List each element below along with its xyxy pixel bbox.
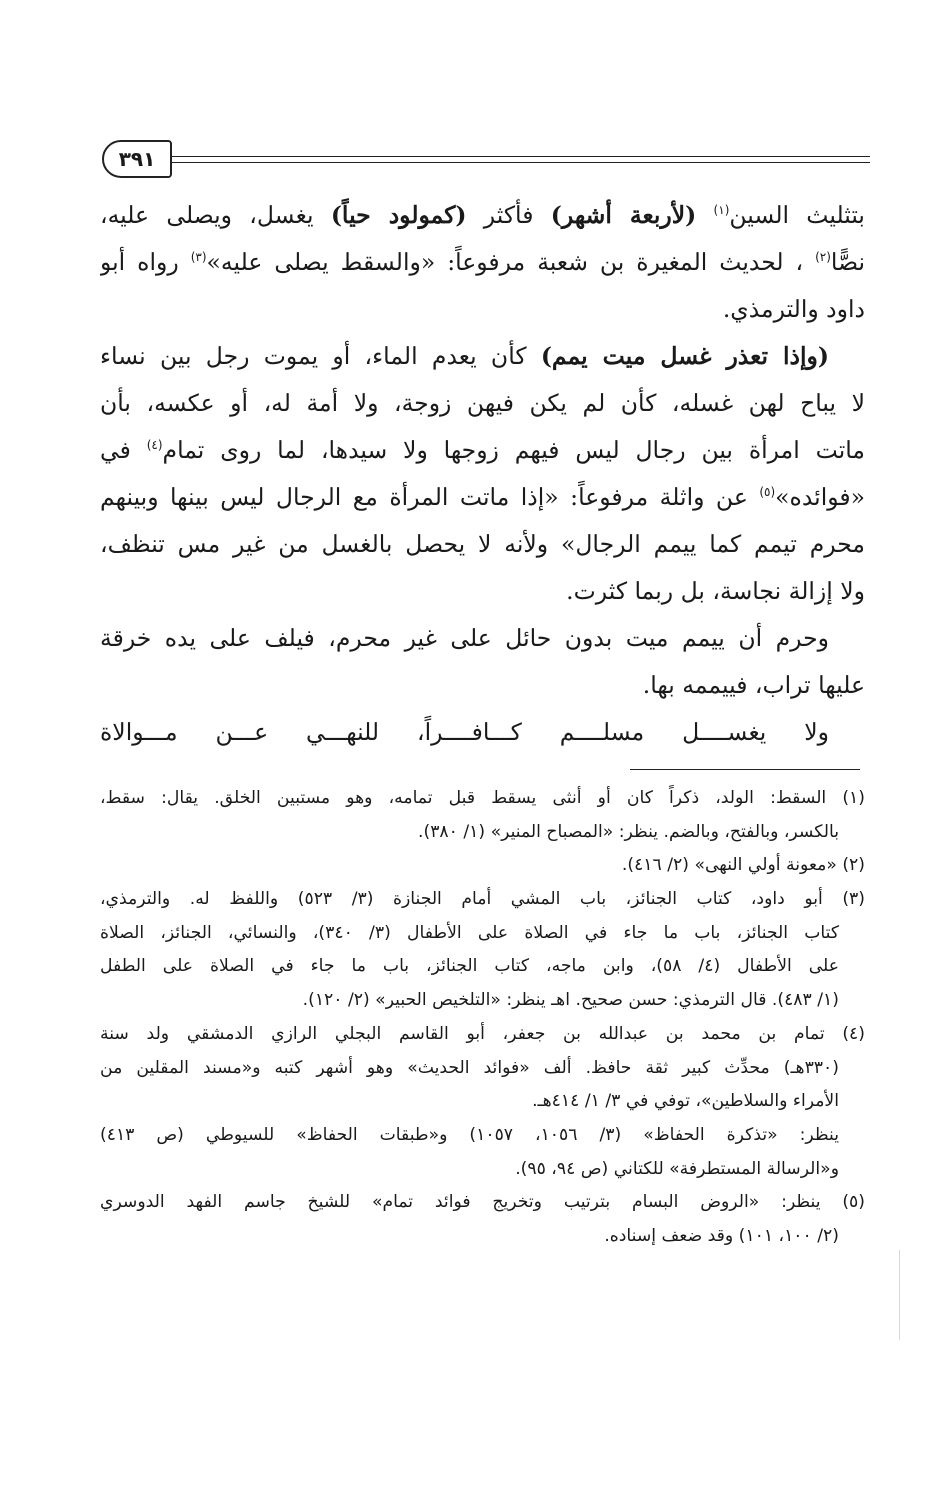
footnote-line: (٤) تمام بن محمد بن عبدالله بن جعفر، أبو القاسم البجلي الرازي الدمشقي ولد سنة (100, 1023, 865, 1044)
footnote-marker: (٥) (759, 485, 776, 500)
sharh-text: «فوائده» (775, 483, 865, 511)
body-line (100, 474, 865, 521)
sharh-text: نصًّا (830, 248, 865, 276)
sharh-text: كأن يعدم الماء، أو يموت رجل بين نساء (100, 342, 541, 370)
main-text (100, 192, 865, 756)
footnote-line: (١/ ٤٨٣). قال الترمذي: حسن صحيح. اهـ ينظر: «التلخيص الحبير» (٢/ ١٢٠). (302, 990, 839, 1011)
footnote-line: الأمراء والسلاطين»، توفي في ٣/ ١/ ٤١٤هـ. (532, 1091, 839, 1112)
sharh-text: ، لحديث المغيرة بن شعبة مرفوعاً: «والسقط يصلى عليه» (206, 248, 816, 276)
footnote-line: (٥) ينظر: «الروض البسام بترتيب وتخريج فوائد تمام» للشيخ جاسم الفهد الدوسري (100, 1192, 865, 1213)
footnotes (100, 782, 865, 1254)
sharh-text: داود والترمذي. (722, 295, 865, 323)
footnote-line: (١) السقط: الولد، ذكراً كان أو أنثى يسقط قبل تمامه، وهو مستبين الخلق. يقال: سقط، (100, 788, 865, 808)
sharh-text (696, 201, 713, 229)
sharh-text: ولا يغســــل مسلــــم كـــافــــراً، للنهـــي عـــن مـــوالاة (100, 718, 829, 746)
body-line (100, 427, 865, 474)
sharh-text: بتثليث السين (729, 201, 865, 229)
footnote-line: (٣٣٠هـ) محدِّث كبير ثقة حافظ. ألف «فوائد الحديث» وهو أشهر كتبه و«مسند المقلين من (100, 1057, 839, 1078)
sharh-text: يغسل، ويصلى عليه، (100, 201, 331, 229)
footnote-line: كتاب الجنائز، باب ما جاء في الصلاة على الأطفال (٣/ ٣٤٠)، والنسائي، الجنائز، الصلاة (100, 922, 839, 943)
sharh-text: في (100, 436, 147, 464)
body-line (100, 521, 865, 568)
footnote-marker: (٢) (815, 250, 831, 265)
footnote-line: (٢/ ١٠٠، ١٠١) وقد ضعف إسناده. (604, 1225, 839, 1246)
footnote-line: ينظر: «تذكرة الحفاظ» (٣/ ١٠٥٦، ١٠٥٧) و«طبقات الحفاظ» للسيوطي (ص ٤١٣) (100, 1124, 839, 1145)
footnote-line: على الأطفال (٤/ ٥٨)، وابن ماجه، كتاب الجنائز، باب ما جاء في الصلاة على الطفل (100, 956, 839, 977)
footnote-marker: (١) (713, 203, 730, 218)
body-line (100, 192, 865, 239)
body-line (100, 662, 865, 709)
body-line (100, 239, 865, 286)
matn-text: (لأربعة أشهر) (550, 201, 697, 229)
footnote-separator (630, 769, 860, 770)
body-line (100, 709, 865, 756)
sharh-text: فأكثر (466, 201, 551, 229)
sharh-text: لا يباح لهن غسله، كأن لم يكن فيهن زوجة، ولا أمة له، أو عكسه، بأن (100, 389, 865, 417)
sharh-text: عليها تراب، فييممه بها. (642, 671, 865, 699)
footnote-line: (٣) أبو داود، كتاب الجنائز، باب المشي أمام الجنازة (٣/ ٥٢٣) واللفظ له. والترمذي، (100, 889, 865, 910)
page-number: ٣٩١ (102, 140, 172, 178)
body-line (100, 380, 865, 427)
footnote-line: بالكسر، وبالفتح، وبالضم. ينظر: «المصباح المنير» (١/ ٣٨٠). (418, 821, 839, 842)
footnote-marker: (٤) (146, 438, 163, 453)
sharh-text: ولا إزالة نجاسة، بل ربما كثرت. (566, 577, 865, 605)
sharh-text: رواه أبو (100, 248, 191, 276)
header-rule (160, 156, 870, 163)
matn-text: (كمولود حياً) (330, 201, 467, 229)
page-header (100, 138, 870, 178)
sharh-text: وحرم أن ييمم ميت بدون حائل على غير محرم، فيلف على يده خرقة (100, 624, 829, 652)
matn-text: (وإذا تعذر غسل ميت يمم) (540, 342, 829, 370)
sharh-text: محرم تيمم كما ييمم الرجال» ولأنه لا يحصل بالغسل من غير مس تنظف، (100, 530, 865, 558)
body-line (100, 333, 865, 380)
sharh-text: عن واثلة مرفوعاً: «إذا ماتت المرأة مع الرجال ليس بينها وبينهم (100, 483, 760, 511)
footnote-line: و«الرسالة المستطرفة» للكتاني (ص ٩٤، ٩٥). (515, 1158, 839, 1179)
scan-mark (899, 1250, 900, 1340)
footnote-marker: (٣) (190, 250, 207, 265)
sharh-text: ماتت امرأة بين رجال ليس فيهم زوجها ولا سيدها، لما روى تمام (162, 436, 865, 464)
footnote-line: (٢) «معونة أولي النهى» (٢/ ٤١٦). (621, 855, 865, 876)
body-line (100, 286, 865, 333)
body-line (100, 615, 865, 662)
body-line (100, 568, 865, 615)
